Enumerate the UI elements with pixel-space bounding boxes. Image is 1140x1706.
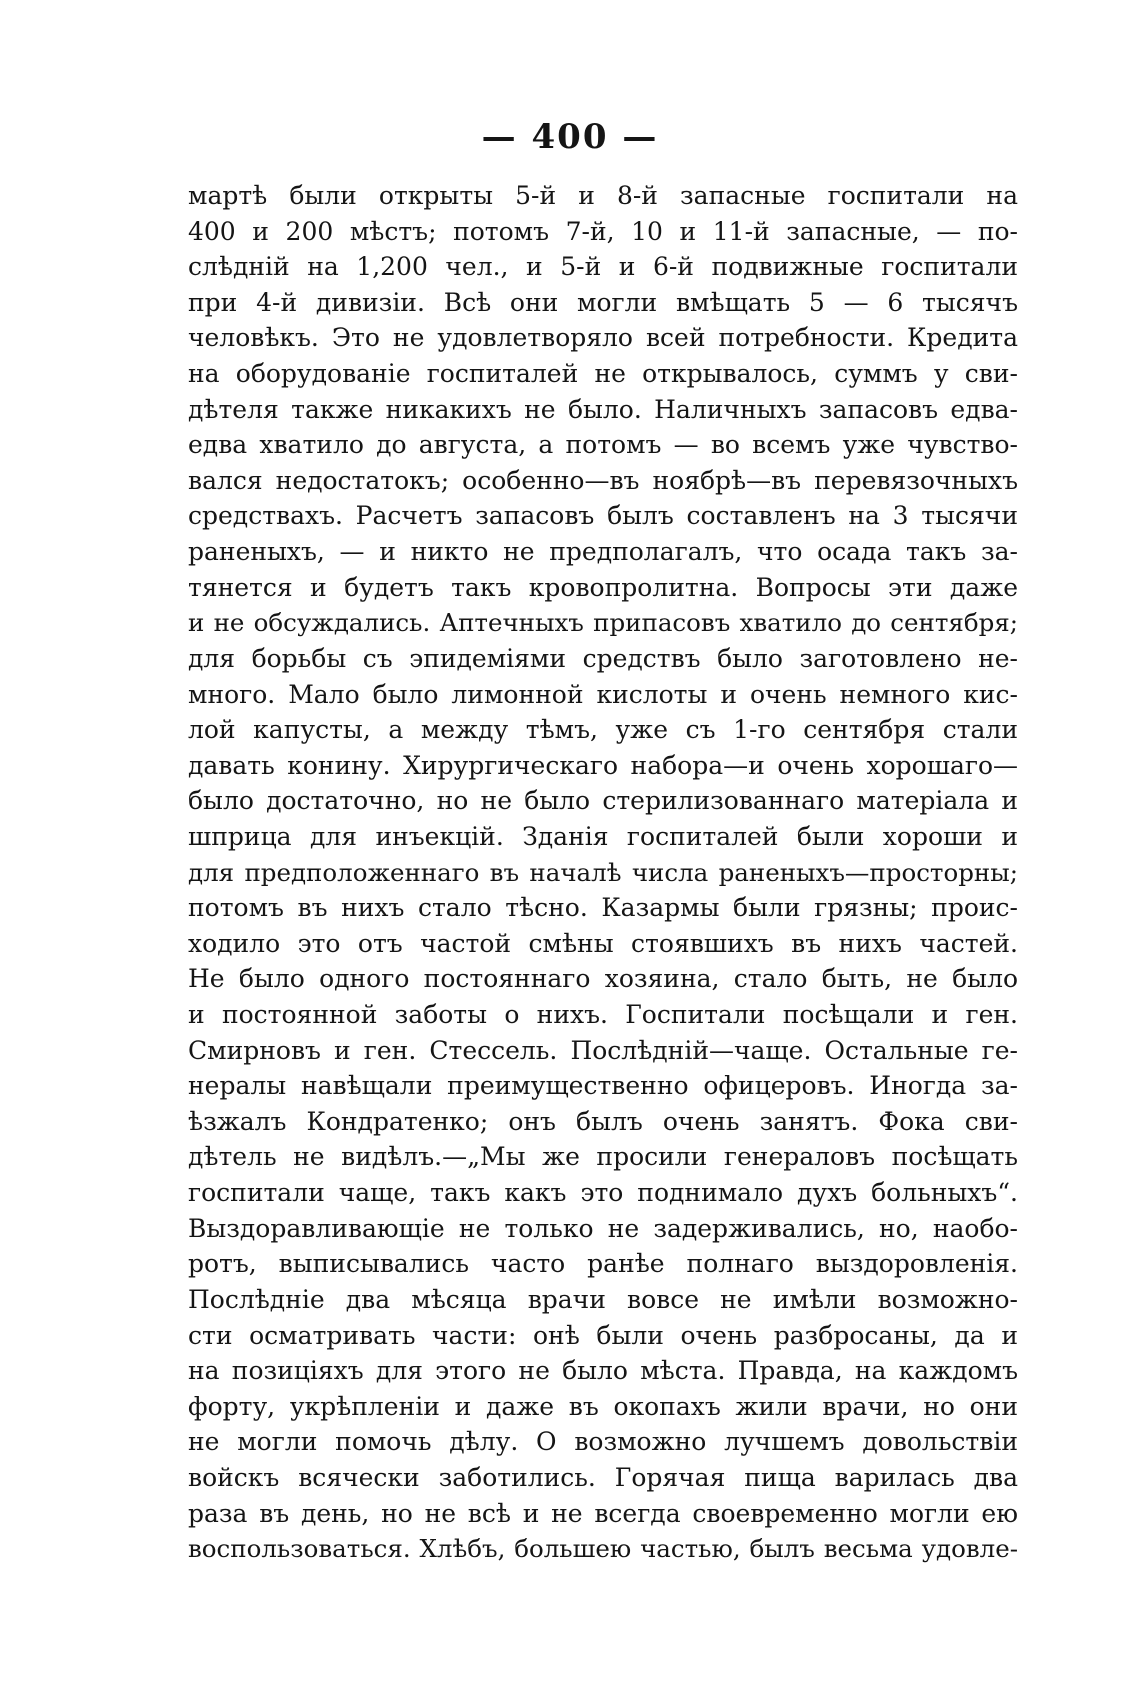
- text-line: Не было одного постояннаго хозяина, стало быть, не было: [188, 964, 1018, 994]
- text-line: ходило это отъ частой смѣны стоявшихъ въ нихъ частей.: [188, 928, 1018, 958]
- text-line: 400 и 200 мѣстъ; потомъ 7-й, 10 и 11-й запасные, — по-: [188, 216, 1018, 246]
- text-line: дѣтель не видѣлъ.—„Мы же просили генераловъ посѣщать: [188, 1142, 1018, 1172]
- text-line: раненыхъ, — и никто не предполагалъ, что осада такъ за-: [188, 537, 1018, 567]
- text-line: лой капусты, а между тѣмъ, уже съ 1-го сентября стали: [188, 715, 1018, 745]
- text-line: и постоянной заботы о нихъ. Госпитали посѣщали и ген.: [188, 1000, 1018, 1030]
- text-line: средствахъ. Расчетъ запасовъ былъ составленъ на 3 тысячи: [188, 501, 1018, 531]
- text-line: войскъ всячески заботились. Горячая пища варилась два: [188, 1462, 1018, 1492]
- text-line: дѣтеля также никакихъ не было. Наличныхъ запасовъ едва-: [188, 394, 1018, 424]
- text-line: тянется и будетъ такъ кровопролитна. Вопросы эти даже: [188, 572, 1018, 602]
- text-line: Выздоравливающіе не только не задерживались, но, наобо-: [188, 1213, 1018, 1243]
- text-line: форту, укрѣпленіи и даже въ окопахъ жили врачи, но они: [188, 1391, 1018, 1421]
- text-line: едва хватило до августа, а потомъ — во всемъ уже чувство-: [188, 430, 1018, 460]
- text-line: на позиціяхъ для этого не было мѣста. Правда, на каждомъ: [188, 1356, 1018, 1386]
- text-line: ѣзжалъ Кондратенко; онъ былъ очень занятъ. Фока сви-: [188, 1106, 1018, 1136]
- page-number: — 400 —: [481, 117, 659, 157]
- text-line: было достаточно, но не было стерилизованнаго матеріала и: [188, 786, 1018, 816]
- text-line: давать конину. Хирургическаго набора—и очень хорошаго—: [188, 750, 1018, 780]
- text-line: Смирновъ и ген. Стессель. Послѣдній—чаще. Остальные ге-: [188, 1035, 1018, 1065]
- text-line: и не обсуждались. Аптечныхъ припасовъ хватило до сентября;: [188, 608, 1018, 638]
- text-line: на оборудованіе госпиталей не открывалось, суммъ у сви-: [188, 359, 1018, 389]
- text-line: для предположеннаго въ началѣ числа раненыхъ—просторны;: [188, 857, 1018, 887]
- text-line: слѣдній на 1,200 чел., и 5-й и 6-й подвижные госпитали: [188, 252, 1018, 282]
- text-line: при 4-й дивизіи. Всѣ они могли вмѣщать 5 — 6 тысячъ: [188, 287, 1018, 317]
- text-line: потомъ въ нихъ стало тѣсно. Казармы были грязны; проис-: [188, 893, 1018, 923]
- text-line: вался недостатокъ; особенно—въ ноябрѣ—въ перевязочныхъ: [188, 465, 1018, 495]
- text-line: ротъ, выписывались часто ранѣе полнаго выздоровленія.: [188, 1249, 1018, 1279]
- body-text: [188, 178, 1018, 1567]
- text-line: сти осматривать части: онѣ были очень разбросаны, да и: [188, 1320, 1018, 1350]
- text-line: воспользоваться. Хлѣбъ, большею частью, былъ весьма удовле-: [188, 1534, 1018, 1564]
- text-line: для борьбы съ эпидеміями средствъ было заготовлено не-: [188, 643, 1018, 673]
- text-line: много. Мало было лимонной кислоты и очень немного кис-: [188, 679, 1018, 709]
- text-line: нералы навѣщали преимущественно офицеровъ. Иногда за-: [188, 1071, 1018, 1101]
- text-line: не могли помочь дѣлу. О возможно лучшемъ довольствіи: [188, 1427, 1018, 1457]
- text-line: Послѣдніе два мѣсяца врачи вовсе не имѣли возможно-: [188, 1284, 1018, 1314]
- text-line: госпитали чаще, такъ какъ это поднимало духъ больныхъ“.: [188, 1178, 1018, 1208]
- text-line: мартѣ были открыты 5-й и 8-й запасные госпитали на: [188, 181, 1018, 210]
- text-line: шприца для инъекцій. Зданія госпиталей были хороши и: [188, 821, 1018, 851]
- text-line: человѣкъ. Это не удовлетворяло всей потребности. Кредита: [188, 323, 1018, 353]
- text-line: раза въ день, но не всѣ и не всегда своевременно могли ею: [188, 1498, 1018, 1528]
